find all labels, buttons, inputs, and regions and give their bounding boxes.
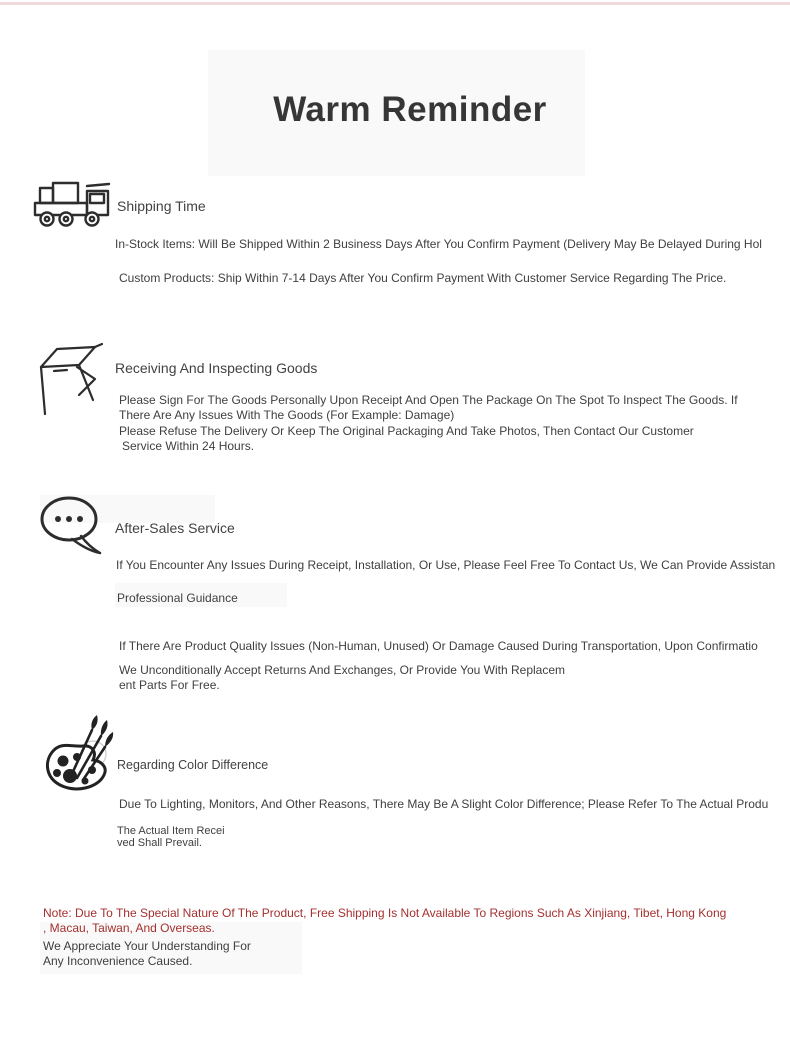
text-line: Please Refuse The Delivery Or Keep The Original Packaging And Take Photos, Then Contact Our Customer [119, 424, 694, 438]
section-heading-receiving: Receiving And Inspecting Goods [115, 360, 318, 376]
shipping-restriction-note [43, 906, 726, 935]
section-heading-shipping-time: Shipping Time [117, 198, 206, 214]
note-line: , Macau, Taiwan, And Overseas. [43, 920, 215, 935]
paint-palette-icon [40, 714, 118, 792]
note-line: We Appreciate Your Understanding For [43, 939, 251, 953]
color-text-lighting: Due To Lighting, Monitors, And Other Reasons, There May Be A Slight Color Difference; Please Refer To The Actual Produ [119, 797, 769, 811]
aftersales-text-guidance: Professional Guidance [117, 591, 238, 605]
aftersales-text-returns [119, 663, 565, 692]
note-line: Note: Due To The Special Nature Of The Product, Free Shipping Is Not Available To Regions Such As Xinjiang, Tibet, Hong Kong [43, 906, 727, 920]
text-line: Please Sign For The Goods Personally Upon Receipt And Open The Package On The Spot To Inspect The Goods. If [119, 393, 738, 407]
color-text-actual-item [117, 826, 225, 849]
receiving-text-sign [119, 393, 738, 422]
shipping-text-custom: Custom Products: Ship Within 7-14 Days After You Confirm Payment With Customer Service Regarding The Price. [119, 271, 727, 285]
page-title: Warm Reminder [273, 90, 547, 129]
section-heading-aftersales: After-Sales Service [115, 520, 235, 536]
text-line: ved Shall Prevail. [117, 836, 202, 849]
aftersales-text-quality: If There Are Product Quality Issues (Non-Human, Unused) Or Damage Caused During Transportation, Upon Confirmatio [119, 639, 758, 653]
text-line: There Are Any Issues With The Goods (For Example: Damage) [119, 407, 455, 422]
truck-icon [33, 176, 111, 228]
shipping-text-instock: In-Stock Items: Will Be Shipped Within 2 Business Days After You Confirm Payment (Delivery May Be Delayed During Hol [115, 237, 762, 251]
text-line: ent Parts For Free. [119, 677, 220, 692]
note-line: Any Inconvenience Caused. [43, 953, 193, 968]
top-accent-bar [0, 2, 790, 5]
text-line: We Unconditionally Accept Returns And Exchanges, Or Provide You With Replacem [119, 663, 566, 677]
aftersales-text-contact: If You Encounter Any Issues During Receipt, Installation, Or Use, Please Feel Free To Contact Us, We Can Provide Assistan [116, 558, 776, 572]
appreciation-note [43, 939, 251, 968]
text-line: The Actual Item Recei [117, 825, 225, 837]
section-heading-color-difference: Regarding Color Difference [117, 758, 269, 772]
open-box-icon [36, 340, 104, 416]
receiving-text-refuse [119, 424, 694, 453]
text-line: Service Within 24 Hours. [122, 438, 255, 453]
chat-bubble-icon [38, 494, 106, 556]
